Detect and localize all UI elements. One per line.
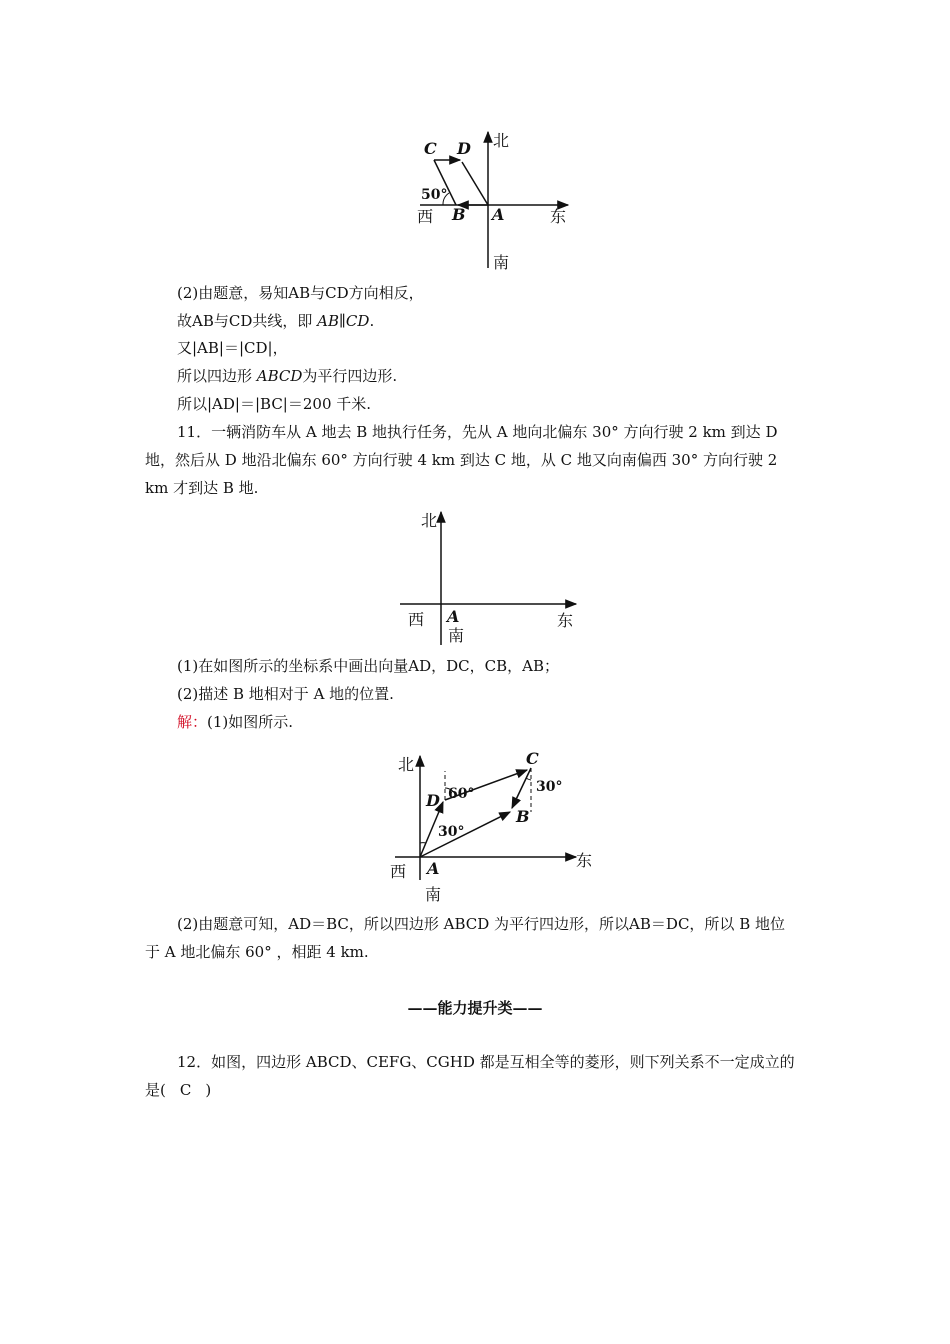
figure3-angle-60: 60° xyxy=(448,786,475,802)
solution-text: (1)如图所示. xyxy=(207,713,294,731)
solution-label: 解： xyxy=(177,713,208,731)
figure1-point-a: A xyxy=(492,205,505,224)
figure3-point-d: D xyxy=(426,791,440,810)
q12-line2 xyxy=(145,1080,211,1100)
figure1-angle-label: 50° xyxy=(421,187,448,203)
q10-part2-line4 xyxy=(177,366,397,386)
figure3-axes xyxy=(395,756,576,880)
q10-part2-line2 xyxy=(177,311,374,331)
figure3-angle-30-c: 30° xyxy=(536,779,563,795)
figure1-south-label: 南 xyxy=(493,253,510,272)
figure1-point-c: C xyxy=(424,139,437,158)
q10-part2-line2-italic: AB∥CD xyxy=(317,312,370,330)
figure2-point-a: A xyxy=(447,607,460,626)
figure2-east-label: 东 xyxy=(557,611,574,630)
q11-solution xyxy=(177,712,293,732)
figure2-south-label: 南 xyxy=(448,626,465,645)
figure3-point-c: C xyxy=(526,749,539,768)
figure1-point-d: D xyxy=(457,139,471,158)
figure2-axes xyxy=(400,512,576,645)
q12-line2-prefix: 是( xyxy=(145,1081,166,1099)
q10-part2-line4-italic: ABCD xyxy=(256,367,303,385)
figure3-west-label: 西 xyxy=(390,862,407,881)
figure3-east-label: 东 xyxy=(576,851,593,870)
figure3-north-label: 北 xyxy=(398,755,415,774)
q10-part2-line1: (2)由题意，易知AB与CD方向相反， xyxy=(177,284,424,302)
q11-line1: 11．一辆消防车从 A 地去 B 地执行任务，先从 A 地向北偏东 30° 方向行驶 2 km 到达 D xyxy=(177,423,778,441)
q11-line2: 地，然后从 D 地沿北偏东 60° 方向行驶 4 km 到达 C 地，从 C 地又向南偏西 30° 方向行驶 2 xyxy=(145,451,778,469)
q12-line1: 12．如图，四边形 ABCD、CEFG、CGHD 都是互相全等的菱形，则下列关系不一定成立的 xyxy=(177,1053,795,1071)
q10-part2-line4-suffix: 为平行四边形. xyxy=(302,367,398,385)
q11-sub2: (2)描述 B 地相对于 A 地的位置. xyxy=(177,685,394,703)
figure2-north-label: 北 xyxy=(421,511,438,530)
figure3-angle-30-a: 30° xyxy=(438,824,465,840)
q11-answer2-line2: 于 A 地北偏东 60° ，相距 4 km. xyxy=(145,943,369,961)
figure1-north-label: 北 xyxy=(493,131,510,150)
q10-part2-line2-prefix: 故AB与CD共线，即 xyxy=(177,312,318,330)
q10-part2-line5: 所以|AD|＝|BC|＝200 千米. xyxy=(177,395,372,413)
section-title: ——能力提升类—— xyxy=(407,999,543,1017)
figure3-south-label: 南 xyxy=(425,885,442,904)
figure1-west-label: 西 xyxy=(417,207,434,226)
q12-answer: C xyxy=(179,1081,192,1099)
q10-part2-line2-suffix: . xyxy=(369,312,375,330)
figure1-east-label: 东 xyxy=(550,207,567,226)
q12-line2-suffix: ) xyxy=(205,1081,212,1099)
figure3-point-a: A xyxy=(427,859,440,878)
figure2-west-label: 西 xyxy=(408,610,425,629)
q10-part2-line3: 又|AB|＝|CD|， xyxy=(177,339,288,357)
q11-line3: km 才到达 B 地. xyxy=(145,479,259,497)
figure1-point-b: B xyxy=(452,205,466,224)
figure3-vectors xyxy=(420,768,531,857)
q10-part2-line4-prefix: 所以四边形 xyxy=(177,367,257,385)
q11-sub1: (1)在如图所示的坐标系中画出向量AD，DC，CB，AB； xyxy=(177,657,559,675)
figure3-point-b: B xyxy=(516,807,530,826)
figure3-arc-30-at-c xyxy=(526,778,531,780)
q11-answer2-line1: (2)由题意可知，AD＝BC，所以四边形 ABCD 为平行四边形，所以AB＝DC，所以 B 地位 xyxy=(177,915,785,933)
